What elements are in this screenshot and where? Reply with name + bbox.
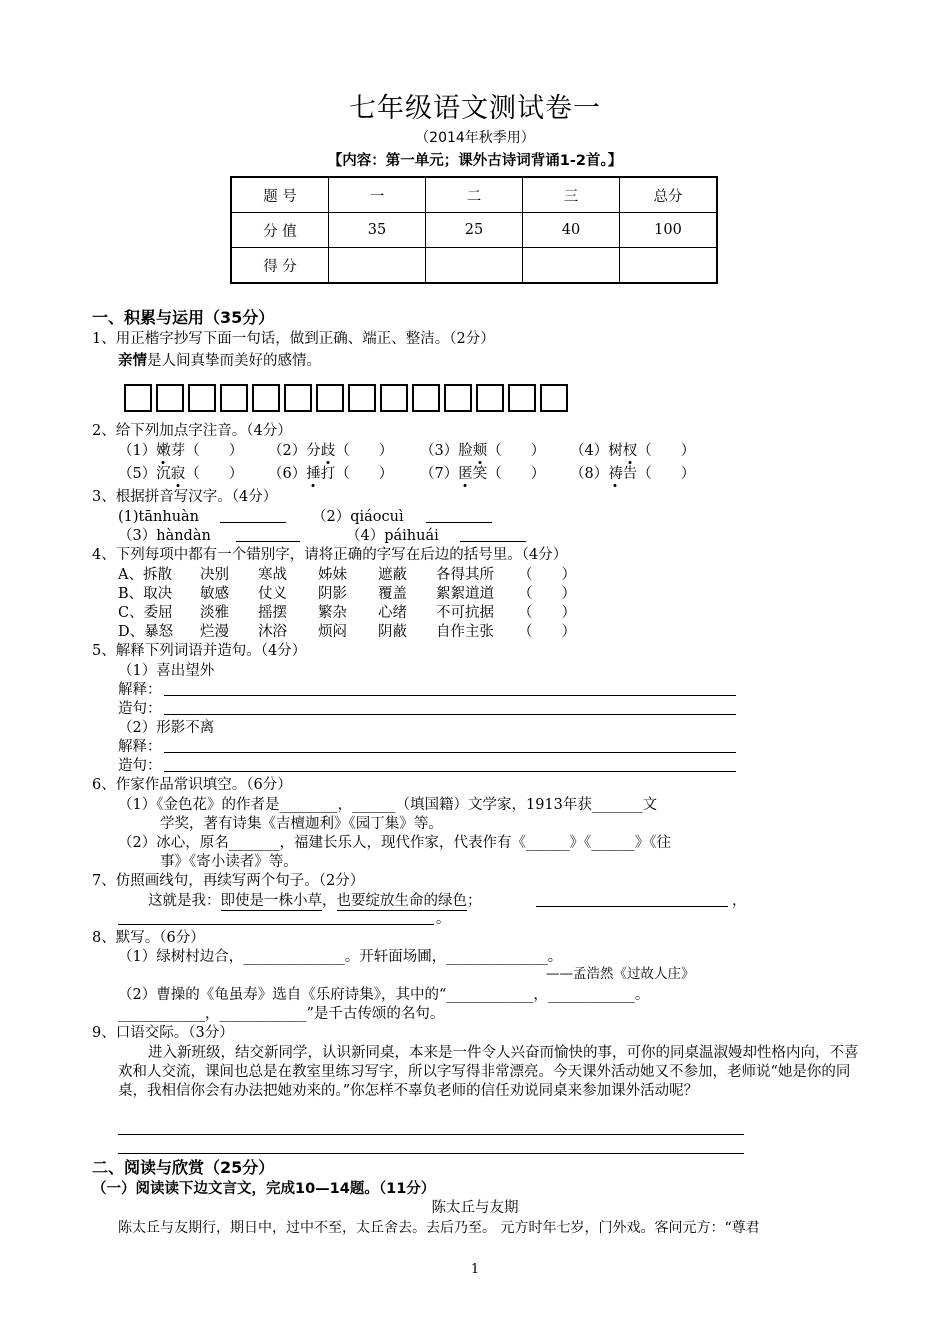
q4-word: C、委屈 — [118, 605, 173, 621]
answer-line[interactable] — [118, 1153, 744, 1154]
q7-sentence — [148, 892, 482, 911]
answer-line[interactable] — [164, 695, 736, 696]
writing-box[interactable] — [508, 384, 536, 412]
answer-blank[interactable]: 芽（ ） — [170, 443, 244, 459]
q5-sentence-label: 造句： — [118, 701, 162, 717]
writing-box[interactable] — [412, 384, 440, 412]
page-title: 七年级语文测试卷一 — [349, 93, 601, 124]
q2-item-label: （3）脸 — [420, 443, 473, 459]
q3-item: (1)tānhuàn — [118, 509, 200, 525]
answer-line[interactable] — [460, 541, 526, 542]
answer-blank[interactable]: 告（ ） — [622, 466, 696, 482]
answer-blank[interactable]: （ ） — [637, 443, 696, 459]
answer-line[interactable] — [536, 906, 728, 907]
q5-explain-label: 解释： — [118, 682, 162, 698]
q4-word: B、取决 — [118, 586, 173, 602]
q2-item-label: （6） — [268, 466, 307, 482]
q6-line: 学奖，著有诗集《吉檀迦利》《园丁集》等。 — [160, 816, 443, 832]
q9-stem: 9、口语交际。（3分） — [92, 1025, 234, 1041]
section2-heading: 二、阅读与欣赏（25分） — [92, 1158, 275, 1177]
q5-sentence-label: 造句： — [118, 758, 162, 774]
answer-blank[interactable]: （ ） — [487, 443, 546, 459]
q4-stem: 4、下列每项中都有一个错别字，请将正确的字写在后边的括号里。（4分） — [92, 547, 568, 563]
dotted-char: 匿 — [458, 466, 473, 482]
answer-blank[interactable]: （ ） — [335, 443, 394, 459]
q4-word: 阴蔽 — [378, 624, 407, 640]
q3-item: （4）páihuái — [346, 528, 439, 544]
q8-source: ——孟浩然《过故人庄》 — [546, 966, 695, 982]
dotted-char: 杈 — [622, 443, 638, 459]
q4-word: 各得其所 — [436, 567, 494, 583]
q3-item: （2）qiáocuì — [312, 509, 404, 525]
page-subtitle: （2014年秋季用） — [415, 130, 535, 146]
dotted-char: 歧 — [320, 443, 336, 459]
dotted-char: 寂 — [170, 466, 186, 482]
q6-line: 事》《寄小读者》等。 — [160, 854, 298, 870]
writing-box[interactable] — [476, 384, 504, 412]
table-cell: 总分 — [620, 177, 718, 213]
writing-box[interactable] — [188, 384, 216, 412]
q1-stem: 1、用正楷字抄写下面一句话，做到正确、端正、整洁。（2分） — [92, 331, 495, 347]
q5-explain-label: 解释： — [118, 739, 162, 755]
q8-line: （1）绿树村边合，______________。开轩面场圃，______________。 — [118, 949, 563, 965]
q5-item2: （2）形影不离 — [118, 720, 215, 736]
q8-line: （2）曹操的《龟虽寿》选自《乐府诗集》，其中的“____________，____________。 — [118, 987, 650, 1003]
q7-prefix: 这就是我： — [148, 893, 221, 909]
answer-line[interactable] — [426, 522, 492, 523]
section1-heading: 一、积累与运用（35分） — [92, 308, 275, 327]
q2-item-label: （1） — [118, 443, 157, 459]
writing-box[interactable] — [380, 384, 408, 412]
answer-blank[interactable]: （ ） — [518, 605, 576, 621]
q4-word: 决别 — [200, 567, 229, 583]
q8-line: ____________，____________”是千古传颂的名句。 — [118, 1006, 445, 1022]
q4-word: 摇摆 — [258, 605, 287, 621]
q1-sentence-bold: 亲情 — [118, 353, 147, 369]
q1-sentence-rest: 是人间真挚而美好的感情。 — [147, 353, 321, 369]
table-cell: 40 — [523, 213, 620, 248]
q7-punct: ， — [732, 893, 747, 909]
answer-line[interactable] — [164, 752, 736, 753]
table-cell: 三 — [523, 177, 620, 213]
writing-box[interactable] — [252, 384, 280, 412]
q2-stem: 2、给下列加点字注音。（4分） — [92, 423, 292, 439]
q4-word: 姊妹 — [318, 567, 347, 583]
writing-box[interactable] — [540, 384, 568, 412]
answer-line[interactable] — [118, 1134, 744, 1135]
q4-word: 沐浴 — [258, 624, 287, 640]
q6-line: （2）冰心，原名_______，福建长乐人，现代作家，代表作有《______》《______》《往 — [118, 835, 671, 851]
q8-stem: 8、默写。（6分） — [92, 930, 205, 946]
q7-stem: 7、仿照画线句，再续写两个句子。（2分） — [92, 873, 365, 889]
writing-box[interactable] — [444, 384, 472, 412]
q4-word: 自作主张 — [436, 624, 494, 640]
underlined-phrase: 也要绽放生命的绿色 — [337, 892, 468, 911]
answer-blank[interactable]: （ ） — [518, 586, 576, 602]
answer-line[interactable] — [220, 522, 286, 523]
answer-line[interactable] — [164, 771, 736, 772]
answer-blank[interactable]: （ ） — [518, 624, 576, 640]
answer-blank[interactable]: （ ） — [185, 466, 244, 482]
score-input-cell[interactable] — [329, 248, 426, 284]
score-input-cell[interactable] — [620, 248, 718, 284]
table-row — [231, 177, 717, 213]
answer-blank[interactable]: 笑（ ） — [472, 466, 546, 482]
content-note: 【内容：第一单元；课外古诗词背诵1-2首。】 — [327, 153, 623, 169]
table-cell: 得 分 — [231, 248, 329, 284]
table-row — [231, 248, 717, 284]
score-table — [230, 176, 718, 284]
q4-word: 寒战 — [258, 567, 287, 583]
q2-item-label: （2）分 — [268, 443, 321, 459]
answer-line[interactable] — [164, 714, 736, 715]
q3-stem: 3、根据拼音写汉字。（4分） — [92, 489, 278, 505]
q4-word: 覆盖 — [378, 586, 407, 602]
table-cell: 二 — [426, 177, 523, 213]
q2-item-label: （5）沉 — [118, 466, 171, 482]
q4-word: 仗义 — [258, 586, 287, 602]
page-number: 1 — [470, 1262, 480, 1277]
answer-blank[interactable]: （ ） — [518, 567, 576, 583]
q5-stem: 5、解释下列词语并造句。（4分） — [92, 643, 307, 659]
q7-punct: 。 — [436, 911, 451, 927]
table-cell: 分 值 — [231, 213, 329, 248]
answer-line[interactable] — [118, 924, 434, 925]
table-cell: 25 — [426, 213, 523, 248]
q4-word: 繁杂 — [318, 605, 347, 621]
writing-box[interactable] — [316, 384, 344, 412]
q9-paragraph: 进入新班级，结交新同学，认识新同桌，本来是一件令人兴奋而愉快的事，可你的同桌温淑嫚却性格内向，不喜欢和人交流，课间也总是在教室里练习写字，所以字写得非常漂亮。今天课外活动她又不参加，老师说“她是你的同桌，我相信你会有办法把她劝来的。”你怎样不辜负老师的信任劝说同桌来参加课外活动呢？ — [118, 1045, 859, 1099]
writing-box[interactable] — [156, 384, 184, 412]
subsection-heading: （一）阅读读下边文言文，完成10—14题。（11分） — [92, 1181, 436, 1197]
q4-word: 遮蔽 — [378, 567, 407, 583]
dotted-char: 捶 — [306, 466, 321, 482]
writing-box[interactable] — [284, 384, 312, 412]
answer-line[interactable] — [236, 541, 300, 542]
q4-word: 阴影 — [318, 586, 347, 602]
answer-blank[interactable]: 打（ ） — [320, 466, 394, 482]
q7-punct: ； — [467, 893, 482, 909]
table-cell: 35 — [329, 213, 426, 248]
q6-line: （1）《金色花》的作者是________，______（填国籍）文学家，1913年获_______文 — [118, 797, 658, 813]
dotted-char: 祷 — [608, 466, 623, 482]
dotted-char: 嫩 — [156, 443, 171, 459]
underlined-phrase: 即使是一株小草 — [221, 892, 323, 911]
q4-word: 烦闷 — [318, 624, 347, 640]
q4-word: D、暴怒 — [118, 624, 174, 640]
q2-row2 — [118, 465, 695, 483]
q4-word: 心绪 — [378, 605, 407, 621]
score-input-cell[interactable] — [523, 248, 620, 284]
q4-word: 不可抗据 — [436, 605, 494, 621]
q7-punct: ， — [322, 893, 337, 909]
passage-text: 陈太丘与友期行，期日中，过中不至，太丘舍去。去后乃至。 元方时年七岁，门外戏。客问元方：“尊君 — [118, 1220, 760, 1236]
table-row — [231, 213, 717, 248]
q4-word: A、拆散 — [118, 567, 172, 583]
table-cell: 100 — [620, 213, 718, 248]
q4-word: 敏感 — [200, 586, 229, 602]
dotted-char: 颊 — [472, 443, 488, 459]
q2-item-label: （8） — [570, 466, 609, 482]
q2-item-label: （7） — [420, 466, 459, 482]
q1-sentence — [118, 352, 321, 370]
q4-word: 淡雅 — [200, 605, 229, 621]
score-input-cell[interactable] — [426, 248, 523, 284]
q3-item: （3）hàndàn — [118, 528, 211, 544]
q2-row1 — [118, 442, 695, 460]
handwriting-grid[interactable] — [124, 384, 568, 412]
table-cell: 一 — [329, 177, 426, 213]
writing-box[interactable] — [124, 384, 152, 412]
q2-item-label: （4）树 — [570, 443, 623, 459]
q4-word: 烂漫 — [200, 624, 229, 640]
writing-box[interactable] — [220, 384, 248, 412]
q4-word: 絮絮道道 — [436, 586, 494, 602]
table-cell: 题 号 — [231, 177, 329, 213]
writing-box[interactable] — [348, 384, 376, 412]
q5-item1: （1）喜出望外 — [118, 663, 215, 679]
passage-title: 陈太丘与友期 — [431, 1200, 519, 1216]
q6-stem: 6、作家作品常识填空。（6分） — [92, 777, 292, 793]
